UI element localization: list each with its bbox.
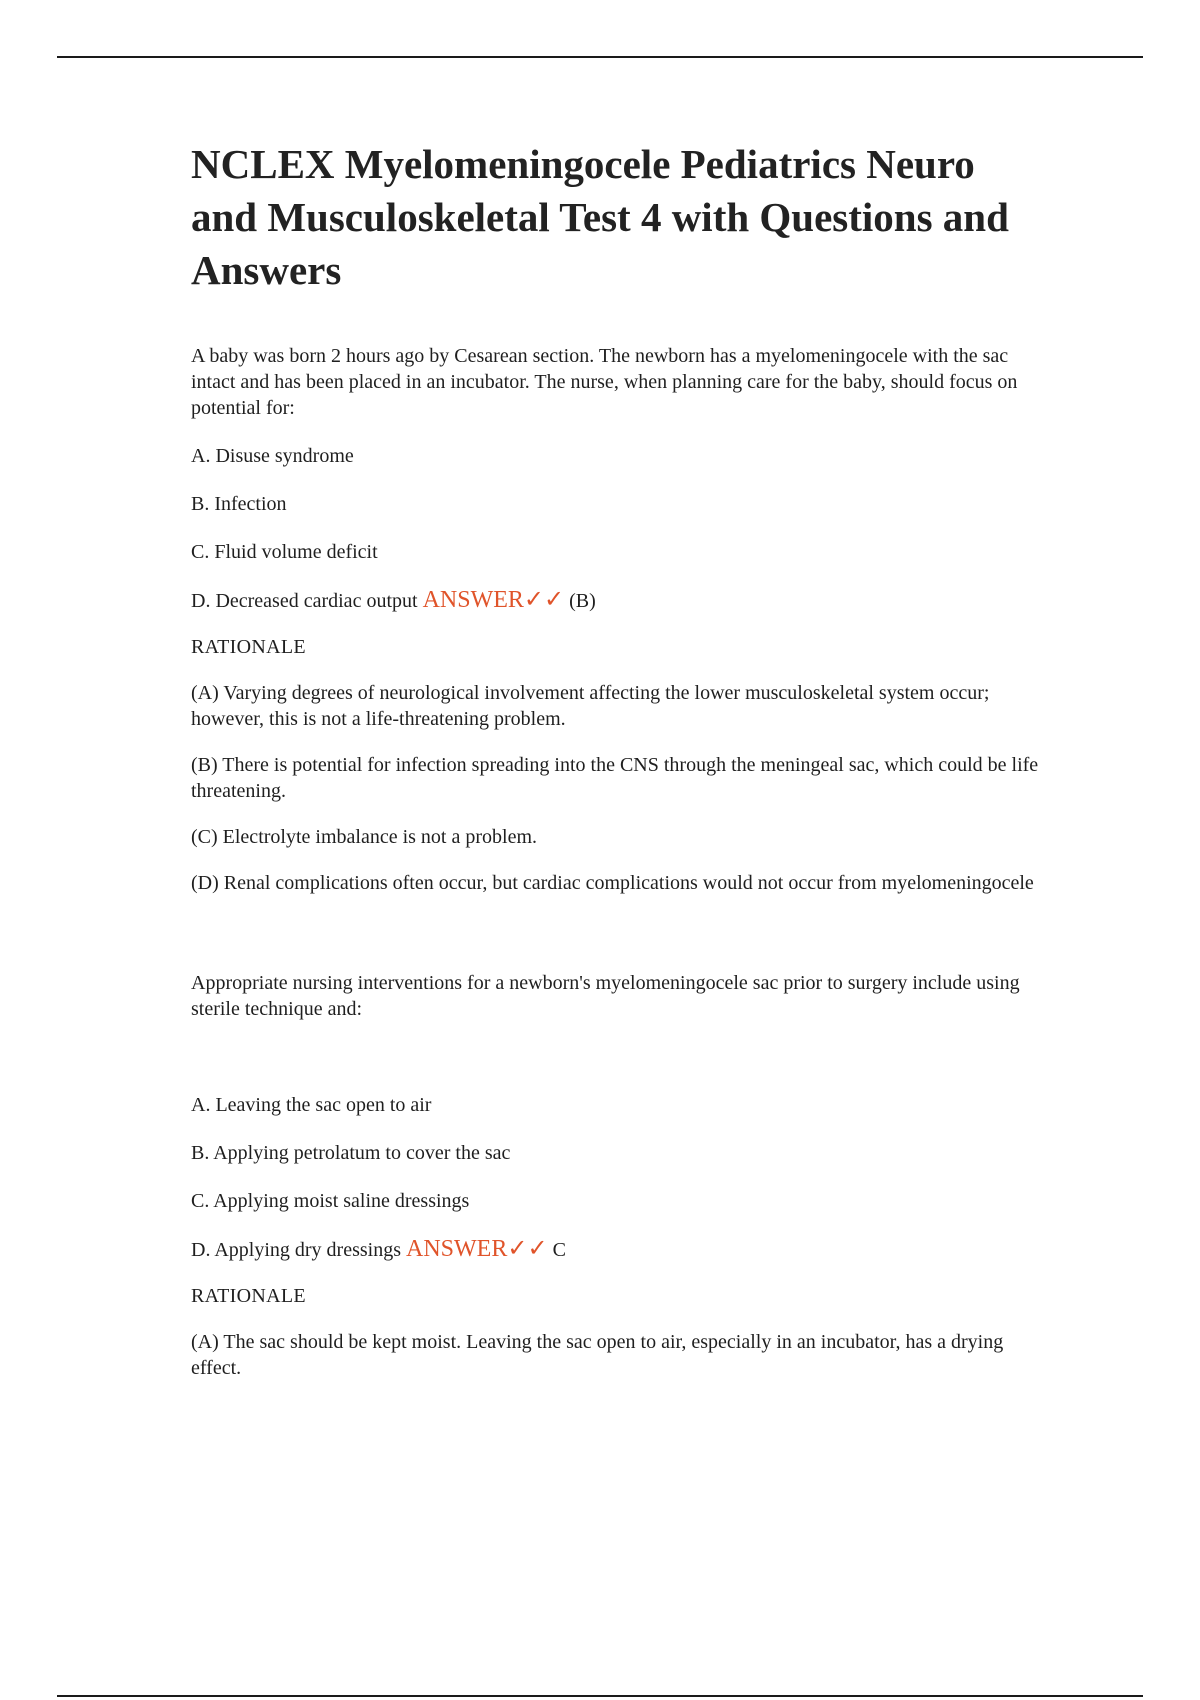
answer-label: ANSWER✓✓ [422, 587, 565, 613]
question-1 [191, 343, 1051, 896]
option-a: A. Disuse syndrome [191, 445, 354, 467]
rationale-heading: RATIONALE [191, 1285, 306, 1307]
option-d: D. Applying dry dressings [191, 1239, 401, 1261]
option-b: B. Applying petrolatum to cover the sac [191, 1142, 511, 1164]
header-rule [57, 56, 1143, 58]
rationale-item: (D) Renal complications often occur, but cardiac complications would not occur from myelomeningocele [191, 872, 1034, 894]
rationale-item: (A) The sac should be kept moist. Leaving the sac open to air, especially in an incubator, has a drying effect. [191, 1331, 1004, 1379]
rationale-item: (B) There is potential for infection spreading into the CNS through the meningeal sac, which could be life threatening. [191, 754, 1039, 802]
section-spacer [191, 916, 1051, 970]
option-a: A. Leaving the sac open to air [191, 1094, 432, 1116]
option-b: B. Infection [191, 493, 287, 515]
answer-value: (B) [569, 590, 596, 612]
question-stem: Appropriate nursing interventions for a newborn's myelomeningocele sac prior to surgery include using sterile technique and: [191, 972, 1020, 1020]
answer-value: C [552, 1239, 566, 1261]
answer-line [191, 587, 1051, 614]
answer-line [191, 1236, 1051, 1263]
question-stem: A baby was born 2 hours ago by Cesarean section. The newborn has a myelomeningocele with the sac intact and has been placed in an incubator. The nurse, when planning care for the baby, should focus on potential for: [191, 345, 1018, 419]
option-c: C. Applying moist saline dressings [191, 1190, 470, 1212]
rationale-item: (A) Varying degrees of neurological involvement affecting the lower musculoskeletal system occur; however, this is not a life-threatening problem. [191, 682, 990, 730]
stem-spacer [191, 1022, 1051, 1092]
rationale-heading: RATIONALE [191, 636, 306, 658]
footer-rule [57, 1695, 1143, 1697]
document-page [191, 138, 1051, 1401]
question-2 [191, 970, 1051, 1381]
option-c: C. Fluid volume deficit [191, 541, 378, 563]
document-title: NCLEX Myelomeningocele Pediatrics Neuro and Musculoskeletal Test 4 with Questions and Answers [191, 141, 1009, 293]
option-d: D. Decreased cardiac output [191, 590, 418, 612]
answer-label: ANSWER✓✓ [406, 1236, 548, 1262]
rationale-item: (C) Electrolyte imbalance is not a problem. [191, 826, 537, 848]
